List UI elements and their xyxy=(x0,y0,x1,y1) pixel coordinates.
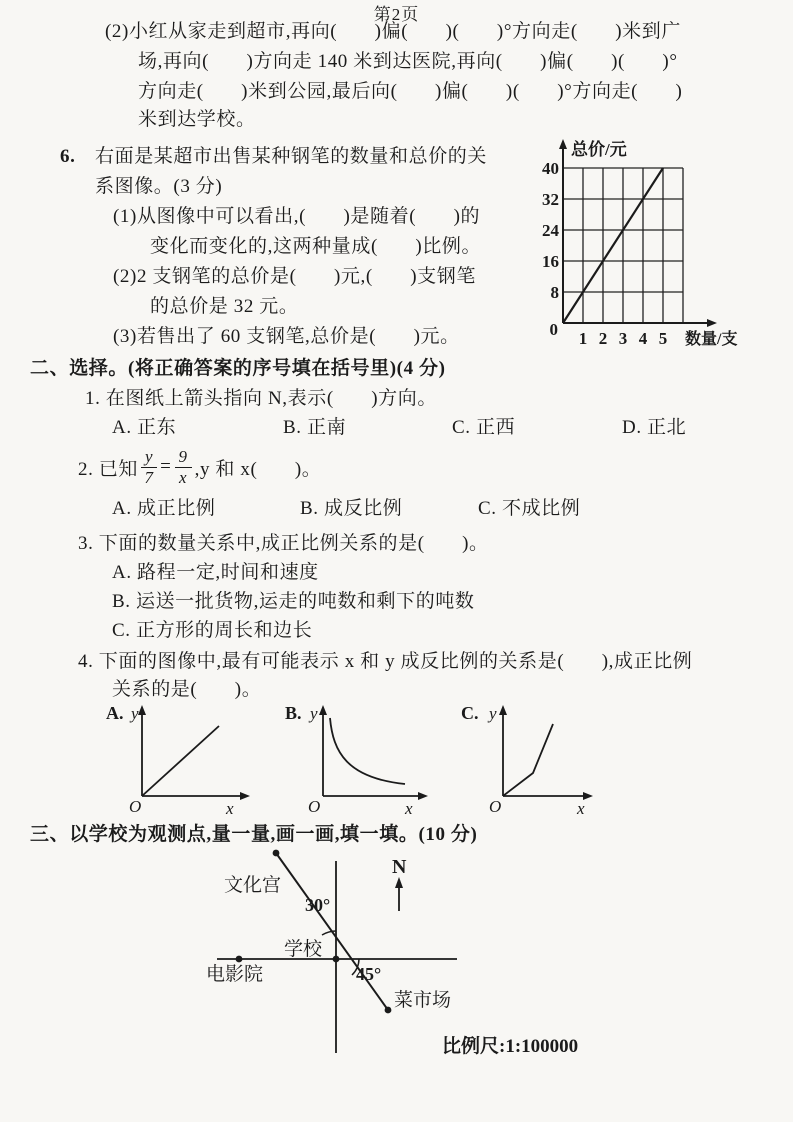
q1-option-c: C. 正西 xyxy=(452,417,516,438)
graph-a-xlabel: x xyxy=(226,799,234,818)
graph-b-label: B. xyxy=(285,703,302,723)
price-quantity-chart xyxy=(535,138,793,353)
q2-fraction-9x xyxy=(175,448,192,487)
north-arrow-icon xyxy=(395,877,403,888)
graph-c-curve xyxy=(503,724,553,796)
q4-graph-c xyxy=(453,702,603,816)
graph-c-yarrow-icon xyxy=(499,705,507,715)
graph-c-ylabel: y xyxy=(489,704,497,723)
chart-axes xyxy=(563,146,711,323)
graph-b-xarrow-icon xyxy=(418,792,428,800)
chart-ylabel: 总价/元 xyxy=(571,140,627,159)
graph-c-label: C. xyxy=(461,703,479,723)
q4-graph-b xyxy=(283,702,433,816)
graph-a-origin: O xyxy=(129,797,142,816)
q5-part2-line2: 场,再向( )方向走 140 米到达医院,再向( )偏( )( )° xyxy=(138,51,678,72)
q1-text: 1. 在图纸上箭头指向 N,表示( )方向。 xyxy=(85,388,437,409)
q2-frac1-numerator: y xyxy=(141,448,157,468)
graph-b-axes xyxy=(323,710,423,796)
x-axis-arrow-icon xyxy=(707,319,717,327)
angle-45-label: 45° xyxy=(356,964,382,984)
ytick-40: 40 xyxy=(542,159,559,178)
graph-c-xlabel: x xyxy=(577,799,585,818)
q6-sub2a: (2)2 支钢笔的总价是( )元,( )支钢笔 xyxy=(113,266,476,287)
q2-option-b: B. 成反比例 xyxy=(300,498,403,519)
q4-line2: 关系的是( )。 xyxy=(112,679,262,700)
q2-frac2-denominator: x xyxy=(178,467,188,487)
culture-palace-label: 文化宫 xyxy=(224,875,282,896)
graph-b-origin: O xyxy=(308,797,321,816)
ytick-16: 16 xyxy=(542,252,559,271)
q4-graph-a xyxy=(100,702,255,816)
school-map-diagram xyxy=(160,845,640,1067)
graph-c-axes xyxy=(503,710,588,796)
xtick-5: 5 xyxy=(658,329,668,348)
culture-palace-dot xyxy=(273,850,280,857)
graph-b-ylabel: y xyxy=(310,704,318,723)
school-dot xyxy=(333,956,340,963)
graph-b-yarrow-icon xyxy=(319,705,327,715)
graph-c-origin: O xyxy=(489,797,502,816)
graph-a-ylabel: y xyxy=(131,704,139,723)
graph-a-yarrow-icon xyxy=(138,705,146,715)
xtick-2: 2 xyxy=(598,329,608,348)
chart-xlabel: 数量/支 xyxy=(685,331,738,348)
q6-sub1b: 变化而变化的,这两种量成( )比例。 xyxy=(150,236,482,257)
section3-heading: 三、以学校为观测点,量一量,画一画,填一填。(10 分) xyxy=(30,824,478,845)
q5-part2-line3: 方向走( )米到公园,最后向( )偏( )( )°方向走( ) xyxy=(138,81,683,102)
q2-option-a: A. 成正比例 xyxy=(112,498,216,519)
q2-fraction-y7 xyxy=(141,448,157,487)
market-label: 菜市场 xyxy=(394,990,452,1011)
q1-option-d: D. 正北 xyxy=(622,417,687,438)
page-number: 第2页 xyxy=(373,5,420,24)
q6-sub1a: (1)从图像中可以看出,( )是随着( )的 xyxy=(113,206,481,227)
q2-suffix: ,y 和 x( )。 xyxy=(194,458,322,480)
graph-b-curve xyxy=(330,718,405,784)
y-axis-arrow-icon xyxy=(559,139,567,149)
q1-option-b: B. 正南 xyxy=(283,417,347,438)
q2-option-c: C. 不成比例 xyxy=(478,498,581,519)
q4-line1: 4. 下面的图像中,最有可能表示 x 和 y 成反比例的关系是( ),成正比例 xyxy=(78,651,693,672)
map-scale-label: 比例尺:1:100000 xyxy=(442,1036,579,1057)
xtick-1: 1 xyxy=(578,329,588,348)
q3-option-c: C. 正方形的周长和边长 xyxy=(112,620,313,641)
graph-b-xlabel: x xyxy=(405,799,413,818)
graph-a-curve xyxy=(142,726,219,796)
q2-text xyxy=(78,448,321,487)
q2-equals: = xyxy=(160,456,172,478)
section2-heading: 二、选择。(将正确答案的序号填在括号里)(4 分) xyxy=(30,358,446,379)
q2-frac1-denominator: 7 xyxy=(144,467,154,487)
ytick-24: 24 xyxy=(542,221,559,240)
q5-part2-line4: 米到达学校。 xyxy=(138,109,256,130)
xtick-3: 3 xyxy=(618,329,628,348)
cinema-dot xyxy=(236,956,243,963)
school-label: 学校 xyxy=(284,939,323,960)
chart-gridlines xyxy=(563,168,683,323)
cinema-label: 电影院 xyxy=(206,964,264,985)
q6-sub3: (3)若售出了 60 支钢笔,总价是( )元。 xyxy=(113,326,460,347)
ytick-32: 32 xyxy=(542,190,559,209)
north-label: N xyxy=(392,856,407,878)
q5-part2-line1: (2)小红从家走到超市,再向( )偏( )( )°方向走( )米到广 xyxy=(105,21,681,42)
q2-frac2-numerator: 9 xyxy=(175,448,192,468)
q6-sub2b: 的总价是 32 元。 xyxy=(150,296,299,317)
q6-number: 6. xyxy=(60,146,76,167)
angle-30-label: 30° xyxy=(305,895,331,915)
chart-data-line xyxy=(563,168,663,323)
market-dot xyxy=(385,1007,392,1014)
graph-a-label: A. xyxy=(106,703,124,723)
origin-label: 0 xyxy=(549,320,558,339)
q3-option-b: B. 运送一批货物,运走的吨数和剩下的吨数 xyxy=(112,591,475,612)
q1-option-a: A. 正东 xyxy=(112,417,177,438)
q3-option-a: A. 路程一定,时间和速度 xyxy=(112,562,319,583)
q6-line2: 系图像。(3 分) xyxy=(95,176,223,197)
graph-a-xarrow-icon xyxy=(240,792,250,800)
q6-line1: 右面是某超市出售某种钢笔的数量和总价的关 xyxy=(95,146,488,167)
xtick-4: 4 xyxy=(638,329,648,348)
q3-text: 3. 下面的数量关系中,成正比例关系的是( )。 xyxy=(78,533,489,554)
q2-prefix: 2. 已知 xyxy=(78,458,139,480)
ytick-8: 8 xyxy=(550,283,559,302)
